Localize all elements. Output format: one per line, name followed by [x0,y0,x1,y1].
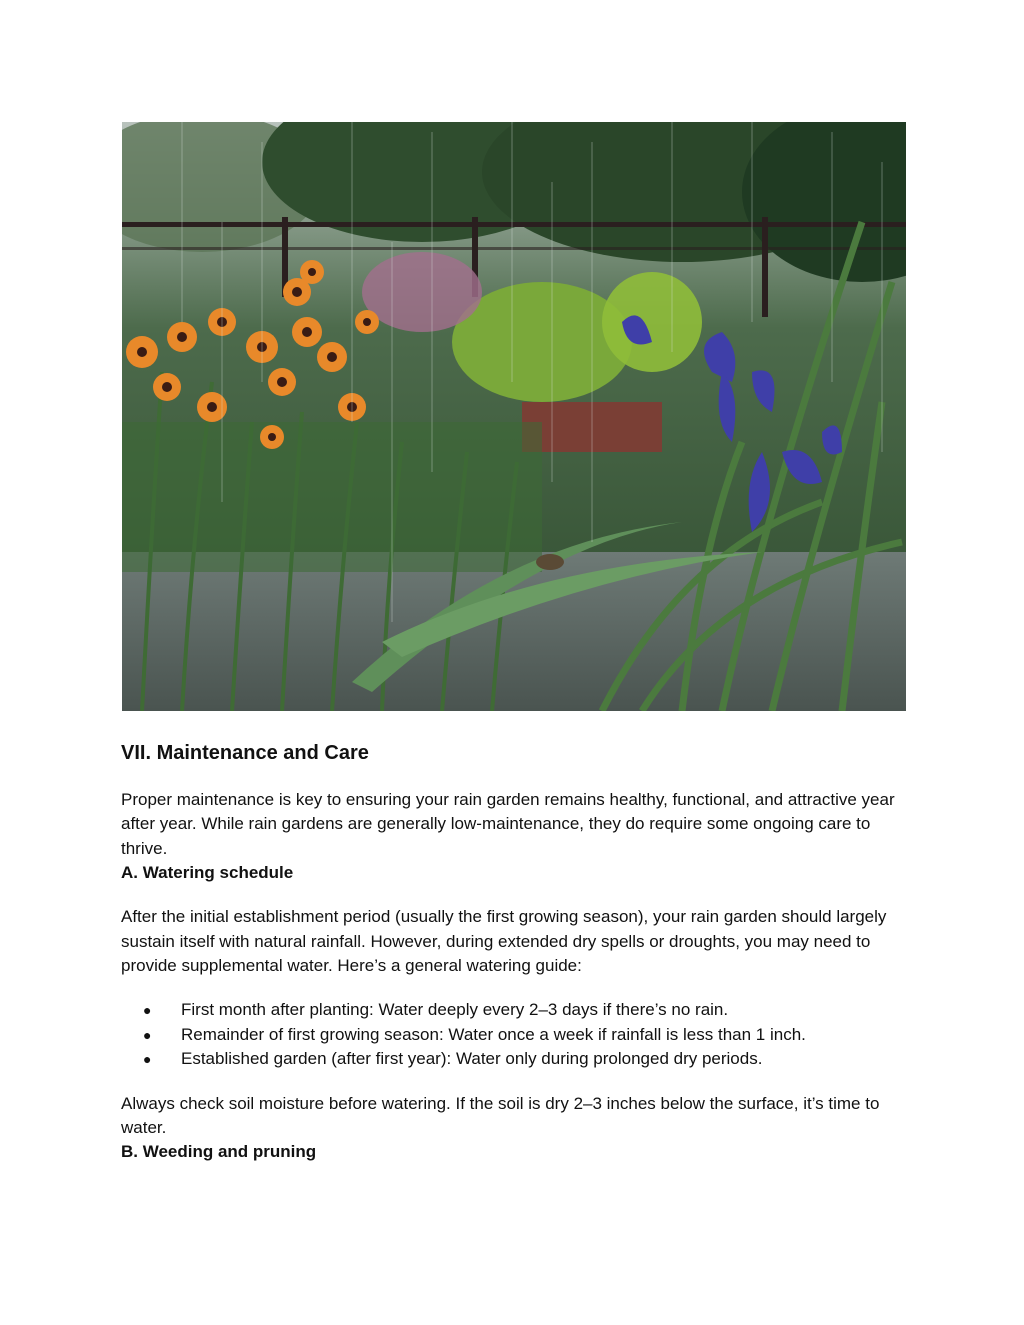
list-item [121,998,911,1022]
bullet-icon: ● [143,1051,152,1068]
list-item-text: First month after planting: Water deeply every 2–3 days if there’s no rain. [181,1000,729,1020]
section-heading: VII. Maintenance and Care [121,742,369,764]
weeding-heading: B. Weeding and pruning [121,1142,317,1162]
watering-paragraph: After the initial establishment period (usually the first growing season), your rain garden should largely sustain itself with natural rainfall. However, during extended dry spells or droughts, you may need to provide supplemental water. Here’s a general watering guide: [121,907,887,976]
soil-check-paragraph: Always check soil moisture before watering. If the soil is dry 2–3 inches below the surface, it’s time to water. [121,1093,880,1138]
bullet-icon: ● [143,1026,152,1043]
intro-paragraph: Proper maintenance is key to ensuring your rain garden remains healthy, functional, and attractive year after year. While rain gardens are generally low-maintenance, they do require some ongoing care to thrive. [121,790,895,858]
list-item-text: Established garden (after first year): Water only during prolonged dry periods. [181,1049,763,1069]
document-content [121,738,911,1164]
watering-guide-list [121,998,911,1071]
watering-heading: A. Watering schedule [121,863,294,883]
bullet-icon: ● [143,1002,152,1019]
list-item-text: Remainder of first growing season: Water once a week if rainfall is less than 1 inch. [181,1024,806,1044]
rain-garden-photo [122,122,906,711]
list-item [121,1047,911,1071]
list-item [121,1023,911,1047]
